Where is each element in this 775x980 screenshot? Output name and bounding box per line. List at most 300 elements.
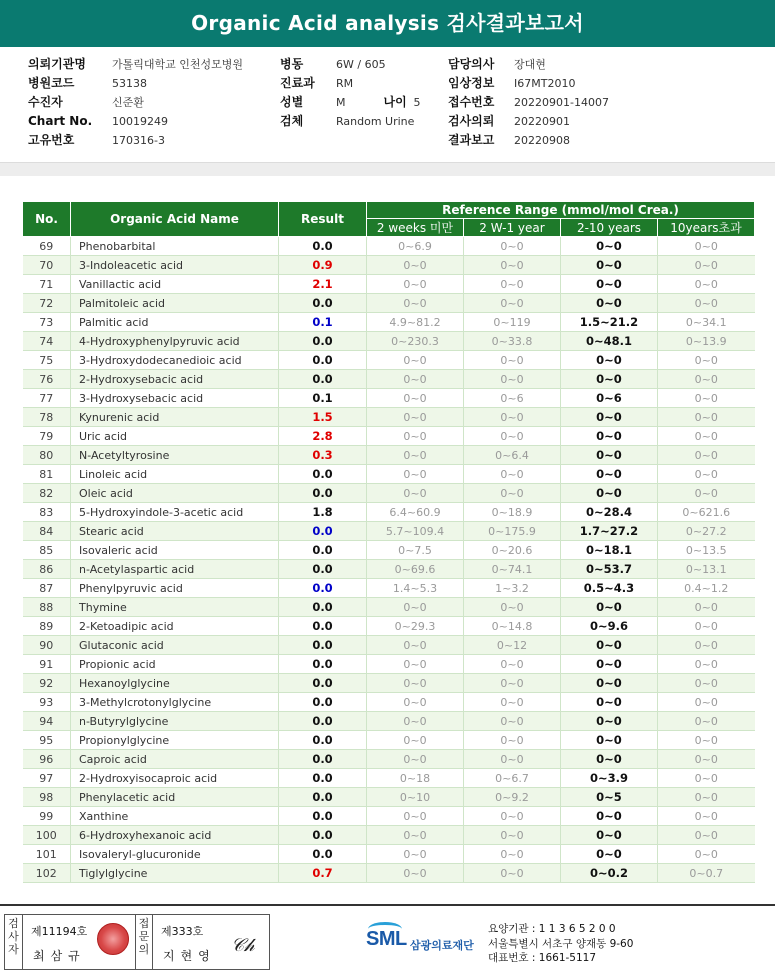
table-row: [23, 332, 755, 351]
row-result: 0.9: [279, 256, 367, 275]
row-reference-range: 0~0: [464, 826, 561, 845]
row-acid-name: Phenylacetic acid: [71, 788, 279, 807]
results-table: [22, 201, 755, 883]
table-row: [23, 446, 755, 465]
table-row: [23, 731, 755, 750]
row-reference-range: 0~33.8: [464, 332, 561, 351]
row-reference-range: 0~48.1: [561, 332, 658, 351]
row-reference-range: 0~0: [367, 712, 464, 731]
reviewer-label: [135, 915, 153, 969]
row-reference-range: 0~0: [367, 655, 464, 674]
row-result: 0.0: [279, 655, 367, 674]
table-row: [23, 845, 755, 864]
vertical-label-char: 검: [8, 917, 19, 930]
table-row: [23, 370, 755, 389]
row-reference-range: 0~0: [367, 807, 464, 826]
row-acid-name: n-Butyrylglycine: [71, 712, 279, 731]
row-no: 99: [23, 807, 71, 826]
row-result: 0.0: [279, 693, 367, 712]
row-reference-range: 4.9~81.2: [367, 313, 464, 332]
age-value: 5: [413, 96, 421, 109]
row-reference-range: 0~28.4: [561, 503, 658, 522]
table-row: [23, 769, 755, 788]
row-no: 80: [23, 446, 71, 465]
row-result: 0.0: [279, 484, 367, 503]
table-row: [23, 674, 755, 693]
row-reference-range: 0~0: [367, 408, 464, 427]
row-reference-range: 0~0: [658, 674, 755, 693]
table-row: [23, 598, 755, 617]
info-row: [448, 55, 609, 74]
row-reference-range: 0~0: [464, 370, 561, 389]
row-reference-range: 0~6: [464, 389, 561, 408]
row-reference-range: 0~6.7: [464, 769, 561, 788]
row-result: 0.0: [279, 294, 367, 313]
row-reference-range: 1.7~27.2: [561, 522, 658, 541]
row-acid-name: Thymine: [71, 598, 279, 617]
col-header-no: No.: [23, 202, 71, 237]
info-label: Chart No.: [28, 114, 93, 128]
info-row: [448, 93, 609, 112]
vertical-label-char: 접: [138, 917, 150, 930]
table-row: [23, 636, 755, 655]
row-reference-range: 0~0: [658, 769, 755, 788]
row-reference-range: 0~0: [464, 465, 561, 484]
info-label: 의뢰기관명: [28, 57, 86, 71]
row-reference-range: 0~0: [367, 750, 464, 769]
row-reference-range: 0~13.5: [658, 541, 755, 560]
row-no: 70: [23, 256, 71, 275]
reviewer-license-no: 제333호: [161, 925, 204, 938]
info-row: [280, 93, 421, 112]
info-label: 병원코드: [28, 76, 75, 90]
row-reference-range: 0~0.2: [561, 864, 658, 883]
row-reference-range: 1.4~5.3: [367, 579, 464, 598]
row-reference-range: 0~0: [464, 693, 561, 712]
info-value: M: [336, 96, 346, 109]
row-result: 0.0: [279, 712, 367, 731]
row-reference-range: 0~0.7: [658, 864, 755, 883]
row-no: 91: [23, 655, 71, 674]
row-reference-range: 0~0: [367, 294, 464, 313]
tester-license-no: 제11194호: [31, 925, 88, 938]
row-reference-range: 0~119: [464, 313, 561, 332]
row-no: 90: [23, 636, 71, 655]
info-row: [448, 112, 609, 131]
row-no: 87: [23, 579, 71, 598]
table-row: [23, 750, 755, 769]
row-reference-range: 0~0: [367, 845, 464, 864]
signature-box: [4, 914, 270, 970]
row-result: 0.0: [279, 237, 367, 256]
row-reference-range: 0~0: [367, 826, 464, 845]
row-no: 79: [23, 427, 71, 446]
col-header-range-1: 2 weeks 미만: [367, 219, 464, 237]
info-value: 170316-3: [112, 134, 165, 147]
row-no: 88: [23, 598, 71, 617]
info-column-1: [28, 55, 243, 150]
row-reference-range: 0~9.6: [561, 617, 658, 636]
row-reference-range: 0~74.1: [464, 560, 561, 579]
info-label: 병동: [280, 57, 304, 71]
table-row: [23, 237, 755, 256]
row-reference-range: 0~7.5: [367, 541, 464, 560]
row-reference-range: 0~0: [561, 807, 658, 826]
row-reference-range: 0~0: [367, 256, 464, 275]
row-reference-range: 0~0: [658, 256, 755, 275]
row-acid-name: Oleic acid: [71, 484, 279, 503]
row-result: 0.0: [279, 807, 367, 826]
row-reference-range: 0~0: [561, 826, 658, 845]
row-acid-name: Kynurenic acid: [71, 408, 279, 427]
row-result: 0.0: [279, 598, 367, 617]
row-no: 86: [23, 560, 71, 579]
row-reference-range: 0~0: [561, 750, 658, 769]
organization-info: [488, 922, 633, 966]
row-reference-range: 0~0: [464, 484, 561, 503]
row-acid-name: Phenylpyruvic acid: [71, 579, 279, 598]
info-value: 가톨릭대학교 인천성모병원: [112, 58, 244, 71]
row-reference-range: 0~0: [561, 237, 658, 256]
row-reference-range: 0~18: [367, 769, 464, 788]
row-reference-range: 0~0: [561, 370, 658, 389]
row-reference-range: 0~0: [367, 275, 464, 294]
row-reference-range: 0~175.9: [464, 522, 561, 541]
row-reference-range: 0~0: [367, 674, 464, 693]
table-row: [23, 503, 755, 522]
row-result: 0.0: [279, 351, 367, 370]
row-no: 72: [23, 294, 71, 313]
info-row: [28, 55, 243, 74]
row-reference-range: 0~0: [464, 674, 561, 693]
row-no: 89: [23, 617, 71, 636]
table-row: [23, 864, 755, 883]
table-row: [23, 579, 755, 598]
info-row: [280, 55, 421, 74]
table-row: [23, 788, 755, 807]
row-acid-name: Propionic acid: [71, 655, 279, 674]
row-no: 95: [23, 731, 71, 750]
row-no: 69: [23, 237, 71, 256]
row-no: 73: [23, 313, 71, 332]
row-no: 84: [23, 522, 71, 541]
row-no: 81: [23, 465, 71, 484]
row-reference-range: 0~0: [464, 275, 561, 294]
row-reference-range: 0~0: [658, 712, 755, 731]
row-reference-range: 0~621.6: [658, 503, 755, 522]
row-reference-range: 0~0: [367, 465, 464, 484]
row-result: 0.0: [279, 674, 367, 693]
row-no: 75: [23, 351, 71, 370]
info-label: 고유번호: [28, 133, 75, 147]
row-reference-range: 0~0: [367, 484, 464, 503]
row-reference-range: 0~0: [561, 674, 658, 693]
row-result: 0.0: [279, 636, 367, 655]
row-no: 77: [23, 389, 71, 408]
row-reference-range: 1~3.2: [464, 579, 561, 598]
row-acid-name: 3-Hydroxysebacic acid: [71, 389, 279, 408]
row-reference-range: 0~0: [464, 256, 561, 275]
handwritten-signature: 𝒞𝒽: [231, 935, 255, 956]
row-acid-name: 2-Hydroxyisocaproic acid: [71, 769, 279, 788]
reviewer-name: 지현영: [163, 949, 216, 963]
row-no: 101: [23, 845, 71, 864]
info-value: I67MT2010: [514, 77, 576, 90]
row-reference-range: 0~0: [367, 389, 464, 408]
row-reference-range: 0~0: [658, 845, 755, 864]
tester-label: [5, 915, 23, 969]
row-reference-range: 0~12: [464, 636, 561, 655]
row-acid-name: 2-Hydroxysebacic acid: [71, 370, 279, 389]
table-row: [23, 484, 755, 503]
row-reference-range: 0~0: [367, 731, 464, 750]
row-acid-name: 3-Indoleacetic acid: [71, 256, 279, 275]
report-footer: [4, 914, 769, 974]
row-reference-range: 0~69.6: [367, 560, 464, 579]
report-title: Organic Acid analysis 검사결과보고서: [0, 0, 775, 47]
row-reference-range: 0~0: [464, 598, 561, 617]
row-reference-range: 0~9.2: [464, 788, 561, 807]
row-no: 76: [23, 370, 71, 389]
row-acid-name: Propionylglycine: [71, 731, 279, 750]
vertical-label-char: 문: [138, 930, 150, 943]
info-row: [28, 93, 243, 112]
info-value: Random Urine: [336, 115, 415, 128]
row-no: 71: [23, 275, 71, 294]
row-reference-range: 0.4~1.2: [658, 579, 755, 598]
row-acid-name: Phenobarbital: [71, 237, 279, 256]
section-divider: [0, 162, 775, 176]
table-row: [23, 693, 755, 712]
row-reference-range: 0~6.4: [464, 446, 561, 465]
row-result: 1.8: [279, 503, 367, 522]
row-reference-range: 0~0: [658, 484, 755, 503]
info-row: [280, 74, 421, 93]
row-reference-range: 0~14.8: [464, 617, 561, 636]
col-header-range-3: 2-10 years: [561, 219, 658, 237]
row-reference-range: 0~18.1: [561, 541, 658, 560]
table-row: [23, 617, 755, 636]
row-reference-range: 0~0: [561, 655, 658, 674]
row-reference-range: 0~0: [658, 826, 755, 845]
info-value: 10019249: [112, 115, 168, 128]
vertical-label-char: 자: [8, 943, 19, 956]
row-reference-range: 0~0: [658, 655, 755, 674]
row-no: 85: [23, 541, 71, 560]
table-row: [23, 408, 755, 427]
results-body: [23, 237, 755, 883]
row-acid-name: 2-Ketoadipic acid: [71, 617, 279, 636]
row-reference-range: 0~0: [658, 788, 755, 807]
row-reference-range: 0~13.9: [658, 332, 755, 351]
row-result: 0.0: [279, 845, 367, 864]
row-acid-name: Xanthine: [71, 807, 279, 826]
row-reference-range: 0~0: [561, 446, 658, 465]
row-reference-range: 0~0: [464, 807, 561, 826]
row-no: 98: [23, 788, 71, 807]
table-row: [23, 275, 755, 294]
col-header-name: Organic Acid Name: [71, 202, 279, 237]
row-result: 0.0: [279, 750, 367, 769]
row-reference-range: 0~0: [561, 636, 658, 655]
row-acid-name: 6-Hydroxyhexanoic acid: [71, 826, 279, 845]
row-reference-range: 0~0: [464, 351, 561, 370]
row-reference-range: 0~0: [367, 636, 464, 655]
info-row: [448, 131, 609, 150]
table-row: [23, 389, 755, 408]
row-result: 0.0: [279, 541, 367, 560]
info-value: 53138: [112, 77, 147, 90]
row-reference-range: 0~3.9: [561, 769, 658, 788]
row-reference-range: 0~20.6: [464, 541, 561, 560]
info-value: 20220901-14007: [514, 96, 609, 109]
row-reference-range: 0~0: [658, 427, 755, 446]
row-result: 0.0: [279, 465, 367, 484]
row-reference-range: 0~18.9: [464, 503, 561, 522]
row-reference-range: 0~0: [658, 750, 755, 769]
row-reference-range: 0~0: [658, 408, 755, 427]
row-acid-name: 5-Hydroxyindole-3-acetic acid: [71, 503, 279, 522]
row-acid-name: Linoleic acid: [71, 465, 279, 484]
row-reference-range: 5.7~109.4: [367, 522, 464, 541]
row-reference-range: 0~5: [561, 788, 658, 807]
row-acid-name: Palmitic acid: [71, 313, 279, 332]
row-reference-range: 0.5~4.3: [561, 579, 658, 598]
table-row: [23, 427, 755, 446]
row-result: 2.1: [279, 275, 367, 294]
row-reference-range: 0~0: [658, 693, 755, 712]
table-row: [23, 294, 755, 313]
sml-logo: [366, 924, 486, 964]
row-acid-name: Tiglylglycine: [71, 864, 279, 883]
table-row: [23, 465, 755, 484]
row-reference-range: 0~0: [561, 408, 658, 427]
row-reference-range: 0~0: [561, 465, 658, 484]
org-line-code: 요양기관 : 1 1 3 6 5 2 0 0: [488, 923, 616, 935]
row-reference-range: 0~27.2: [658, 522, 755, 541]
row-reference-range: 0~0: [658, 275, 755, 294]
row-acid-name: n-Acetylaspartic acid: [71, 560, 279, 579]
table-row: [23, 560, 755, 579]
info-label: 임상정보: [448, 76, 495, 90]
info-column-2: [280, 55, 421, 131]
table-row: [23, 522, 755, 541]
table-row: [23, 256, 755, 275]
row-acid-name: Stearic acid: [71, 522, 279, 541]
row-no: 74: [23, 332, 71, 351]
row-result: 0.0: [279, 769, 367, 788]
table-row: [23, 826, 755, 845]
info-label: 진료과: [280, 76, 315, 90]
row-acid-name: Isovaleric acid: [71, 541, 279, 560]
row-result: 0.0: [279, 579, 367, 598]
row-reference-range: 0~0: [464, 237, 561, 256]
row-result: 0.0: [279, 617, 367, 636]
row-result: 2.8: [279, 427, 367, 446]
row-reference-range: 0~0: [367, 427, 464, 446]
row-result: 0.0: [279, 522, 367, 541]
row-no: 92: [23, 674, 71, 693]
info-label: 접수번호: [448, 95, 495, 109]
row-reference-range: 6.4~60.9: [367, 503, 464, 522]
row-reference-range: 0~0: [561, 598, 658, 617]
row-reference-range: 0~0: [464, 427, 561, 446]
row-reference-range: 0~0: [464, 750, 561, 769]
col-header-range: Reference Range (mmol/mol Crea.): [367, 202, 755, 219]
row-no: 102: [23, 864, 71, 883]
footer-divider: [0, 904, 775, 906]
row-acid-name: 3-Methylcrotonylglycine: [71, 693, 279, 712]
row-reference-range: 1.5~21.2: [561, 313, 658, 332]
row-reference-range: 0~0: [561, 256, 658, 275]
row-reference-range: 0~0: [561, 351, 658, 370]
row-reference-range: 0~0: [561, 294, 658, 313]
row-acid-name: Palmitoleic acid: [71, 294, 279, 313]
row-reference-range: 0~13.1: [658, 560, 755, 579]
row-reference-range: 0~0: [561, 427, 658, 446]
row-acid-name: Vanillactic acid: [71, 275, 279, 294]
info-row: [28, 112, 243, 131]
vertical-label-char: 의: [138, 943, 150, 956]
row-reference-range: 0~0: [367, 446, 464, 465]
row-reference-range: 0~0: [658, 351, 755, 370]
row-reference-range: 0~0: [658, 636, 755, 655]
row-reference-range: 0~0: [658, 446, 755, 465]
row-acid-name: Isovaleryl-glucuronide: [71, 845, 279, 864]
info-value: RM: [336, 77, 354, 90]
row-reference-range: 0~0: [367, 864, 464, 883]
row-result: 1.5: [279, 408, 367, 427]
row-reference-range: 0~0: [561, 845, 658, 864]
info-row: [448, 74, 609, 93]
org-line-address: 서울특별시 서초구 양재동 9-60: [488, 937, 634, 950]
row-reference-range: 0~230.3: [367, 332, 464, 351]
info-label: 성별: [280, 95, 304, 109]
official-seal: [97, 923, 129, 955]
row-no: 96: [23, 750, 71, 769]
row-no: 94: [23, 712, 71, 731]
info-value: 20220901: [514, 115, 570, 128]
row-reference-range: 0~10: [367, 788, 464, 807]
table-row: [23, 541, 755, 560]
row-acid-name: Glutaconic acid: [71, 636, 279, 655]
row-reference-range: 0~0: [367, 351, 464, 370]
info-row: [280, 112, 421, 131]
info-value: 20220908: [514, 134, 570, 147]
row-result: 0.3: [279, 446, 367, 465]
row-reference-range: 0~0: [464, 864, 561, 883]
row-reference-range: 0~0: [658, 617, 755, 636]
row-reference-range: 0~0: [561, 731, 658, 750]
row-reference-range: 0~53.7: [561, 560, 658, 579]
row-reference-range: 0~0: [561, 275, 658, 294]
row-result: 0.0: [279, 788, 367, 807]
col-header-range-4: 10years초과: [658, 219, 755, 237]
row-reference-range: 0~0: [367, 370, 464, 389]
info-label: 검체: [280, 114, 304, 128]
row-reference-range: 0~6: [561, 389, 658, 408]
row-reference-range: 0~0: [561, 712, 658, 731]
row-reference-range: 0~0: [561, 693, 658, 712]
info-row: [28, 131, 243, 150]
info-row: [28, 74, 243, 93]
org-line-phone: 대표번호 : 1661-5117: [488, 952, 597, 964]
row-result: 0.1: [279, 389, 367, 408]
row-reference-range: 0~6.9: [367, 237, 464, 256]
row-reference-range: 0~0: [464, 845, 561, 864]
row-result: 0.0: [279, 370, 367, 389]
row-reference-range: 0~0: [464, 712, 561, 731]
